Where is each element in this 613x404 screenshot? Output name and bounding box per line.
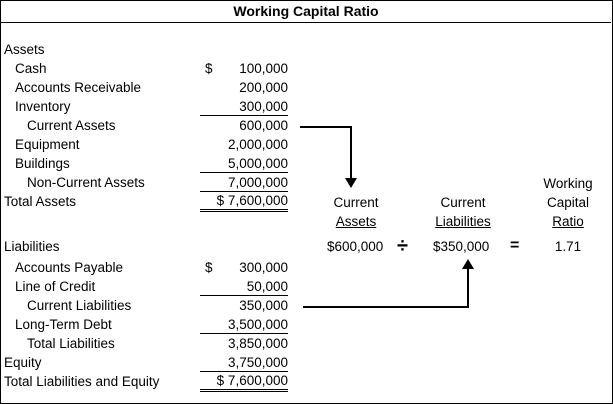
inventory-label: Inventory	[15, 99, 71, 114]
current-assets-arrow	[300, 127, 357, 188]
equals-symbol: =	[510, 237, 520, 254]
ar-label: Accounts Receivable	[15, 80, 142, 95]
buildings-label: Buildings	[15, 156, 70, 171]
equity-label: Equity	[4, 355, 42, 370]
wc-header-line2: Capital	[546, 195, 590, 210]
equipment-value: 2,000,000	[227, 137, 288, 152]
loc-label: Line of Credit	[15, 279, 96, 294]
buildings-value: 5,000,000	[200, 156, 288, 173]
equity-value: 3,750,000	[200, 355, 288, 372]
ap-label: Accounts Payable	[15, 260, 124, 275]
total-assets-label: Total Assets	[4, 194, 77, 209]
current-liabilities-arrow	[303, 259, 474, 307]
current-assets-value: 600,000	[239, 118, 288, 133]
total-le-value: $ 7,600,000	[200, 373, 288, 392]
current-liabilities-label: Current Liabilities	[27, 298, 132, 313]
cl-value: $350,000	[433, 239, 490, 254]
current-liabilities-value: 350,000	[239, 298, 288, 313]
page-title: Working Capital Ratio	[233, 3, 379, 19]
divide-symbol: ÷	[397, 235, 408, 257]
assets-heading: Assets	[4, 42, 45, 57]
ca-header-line2: Assets	[335, 214, 377, 229]
non-current-assets-value: 7,000,000	[200, 175, 288, 192]
ap-currency: $	[205, 260, 213, 275]
loc-value: 50,000	[200, 279, 288, 296]
ca-header-line1: Current	[333, 195, 379, 210]
current-assets-label: Current Assets	[27, 118, 116, 133]
wc-header-line3: Ratio	[552, 214, 584, 229]
non-current-assets-label: Non-Current Assets	[27, 175, 145, 190]
liabilities-heading: Liabilities	[4, 239, 60, 254]
ap-value: 300,000	[239, 260, 288, 275]
cl-header-line1: Current	[440, 195, 486, 210]
wc-header-line1: Working	[543, 176, 593, 191]
ca-value: $600,000	[327, 239, 384, 254]
ltd-value: 3,500,000	[200, 317, 288, 334]
cash-currency: $	[205, 61, 213, 76]
total-le-label: Total Liabilities and Equity	[4, 374, 160, 389]
cash-label: Cash	[15, 61, 47, 76]
total-liabilities-label: Total Liabilities	[27, 336, 115, 351]
total-assets-value: $ 7,600,000	[200, 193, 288, 212]
ltd-label: Long-Term Debt	[15, 317, 112, 332]
ratio-result: 1.71	[554, 239, 582, 254]
ar-value: 200,000	[239, 80, 288, 95]
equipment-label: Equipment	[15, 137, 80, 152]
cash-value: 100,000	[239, 61, 288, 76]
inventory-value: 300,000	[200, 99, 288, 116]
total-liabilities-value: 3,850,000	[227, 336, 288, 351]
cl-header-line2: Liabilities	[435, 214, 491, 229]
